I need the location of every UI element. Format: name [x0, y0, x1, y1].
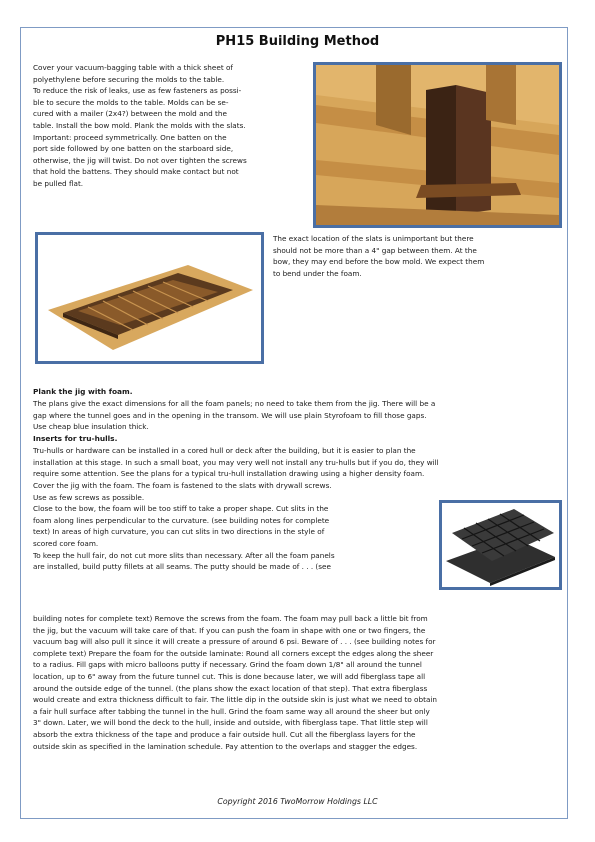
inserts-paragraph — [33, 445, 562, 480]
body-line: absorb the extra thickness of the tape and produce a fair outside hull. Cut all the fiberglass layers for the — [33, 729, 416, 739]
intro-line: polyethylene before securing the molds to the table. — [33, 74, 225, 84]
body-line: building notes for complete text) Remove the screws from the foam. The foam may pull back a little bit from — [33, 614, 428, 623]
jig-closeup-illustration — [316, 65, 559, 225]
body-line: 3" down. Later, we will bond the deck to the hull, inside and outside, with fiberglass tape. That little step will — [33, 718, 428, 728]
plank-heading: Plank the jig with foam. — [33, 387, 133, 396]
scored-foam-illustration — [442, 503, 559, 587]
inserts-heading: Inserts for tru-hulls. — [33, 434, 118, 443]
cover-line: text) In areas of high curvature, you can cut slits in two directions in the style of — [33, 527, 325, 537]
intro-line: To reduce the risk of leaks, use as few fasteners as possi- — [33, 86, 242, 96]
body-paragraph — [33, 613, 562, 752]
body-line: complete text) Prepare the foam for the outside laminate: Round all corners except the edges along the sheer — [33, 648, 434, 658]
plank-line: gap where the tunnel goes and in the opening in the transom. We will use plain Styrofoam to fill those gaps. — [33, 410, 427, 420]
slats-line: to bend under the foam. — [273, 268, 362, 278]
intro-line: port side followed by one batten on the starboard side, — [33, 144, 234, 154]
slats-line: The exact location of the slats is unimportant but there — [273, 234, 474, 243]
plank-line: The plans give the exact dimensions for all the foam panels; no need to take them from the jig. There will be a — [33, 399, 436, 408]
slats-paragraph — [273, 233, 561, 279]
hull-jig-illustration — [38, 235, 261, 361]
intro-line: be pulled flat. — [33, 178, 84, 188]
body-line: around the outside edge of the tunnel. (the plans show the exact location of that step). That extra fiberglass — [33, 683, 428, 693]
intro-line: that hold the battens. They should make contact but not — [33, 167, 239, 177]
slats-line: bow, they may end before the bow mold. We expect them — [273, 257, 485, 267]
copyright-footer: Copyright 2016 TwoMorrow Holdings LLC — [217, 797, 378, 806]
cover-line: Use as few screws as possible. — [33, 492, 145, 502]
scored-foam-photo — [439, 500, 562, 590]
intro-line: otherwise, the jig will twist. Do not over tighten the screws — [33, 155, 247, 165]
body-line: vacuum bag will also pull it since it will create a pressure of around 6 psi. Beware of . . . (see building notes for — [33, 637, 436, 647]
intro-line: cured with a mailer (2x4?) between the mold and the — [33, 109, 227, 119]
hull-jig-photo — [35, 232, 264, 364]
cover-line: Close to the bow, the foam will be too stiff to take a proper shape. Cut slits in the — [33, 504, 329, 514]
body-line: would create and extra thickness difficult to fair. The little dip in the outside skin is just what we need to obtain — [33, 695, 437, 705]
cover-line: scored core foam. — [33, 538, 99, 548]
intro-line: Cover your vacuum-bagging table with a thick sheet of — [33, 63, 233, 72]
inserts-line: require some attention. See the plans for a typical tru-hull installation drawing using a higher density foam. — [33, 469, 425, 479]
body-line: location, up to 6" away from the future tunnel cut. This is done because later, we will add fiberglass tape all — [33, 671, 426, 681]
cover-paragraph — [33, 480, 425, 573]
plank-paragraph — [33, 398, 562, 433]
intro-line: Important: proceed symmetrically. One batten on the — [33, 132, 227, 142]
body-line: the jig, but the vacuum will take care of that. If you can push the foam in shape with one or two fingers, the — [33, 625, 426, 635]
inserts-line: installation at this stage. In such a small boat, you may very well not install any tru-hulls but if you do, they will — [33, 457, 439, 467]
slats-line: should not be more than a 4" gap between them. At the — [273, 245, 477, 255]
cover-line: foam along lines perpendicular to the curvature. (see building notes for complete — [33, 515, 330, 525]
page-title: PH15 Building Method — [215, 34, 380, 49]
intro-line: table. Install the bow mold. Plank the molds with the slats. — [33, 120, 246, 130]
intro-paragraph — [33, 62, 303, 190]
jig-closeup-photo — [313, 62, 562, 228]
plank-line: Use cheap blue insulation thick. — [33, 422, 149, 432]
cover-line: To keep the hull fair, do not cut more slits than necessary. After all the foam panels — [33, 550, 335, 560]
body-line: to a radius. Fill gaps with micro balloons putty if necessary. Grind the foam down 1/8" all around the tunnel — [33, 660, 422, 670]
cover-line: are installed, build putty fillets at all seams. The putty should be made of . . . (see — [33, 562, 331, 572]
intro-line: ble to secure the molds to the table. Molds can be se- — [33, 97, 229, 107]
body-line: a fair hull surface after tabbing the tunnel in the hull. Grind the foam same way all around the sheer but only — [33, 706, 430, 716]
inserts-line: Tru-hulls or hardware can be installed in a cored hull or deck after the building, but it is easier to plan the — [33, 446, 416, 455]
cover-line: Cover the jig with the foam. The foam is fastened to the slats with drywall screws. — [33, 481, 332, 490]
body-line: outside skin as specified in the lamination schedule. Pay attention to the overlaps and stagger the edges. — [33, 741, 418, 751]
